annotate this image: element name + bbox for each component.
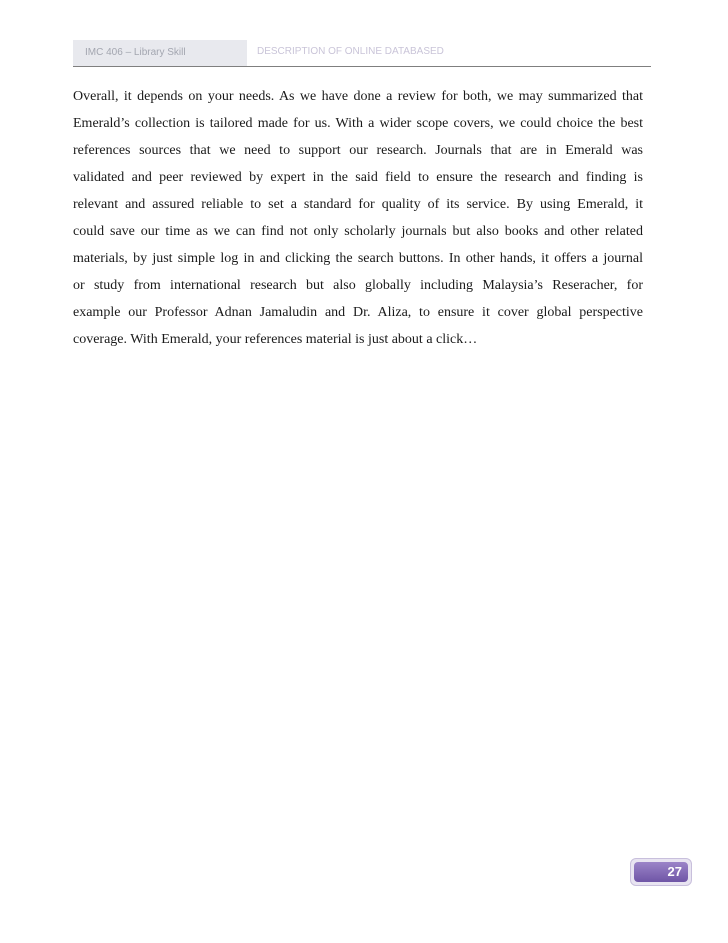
course-title: IMC 406 – Library Skill <box>73 40 247 66</box>
paragraph-line: example our Professor Adnan Jamaludin and Dr. Aliza, to ensure it cover global perspective <box>73 305 643 320</box>
paragraph-line: validated and peer reviewed by expert in the said field to ensure the research and finding is <box>73 170 643 185</box>
page-number-badge <box>630 858 692 886</box>
paragraph-line: relevant and assured reliable to set a standard for quality of its service. By using Emerald, it <box>73 197 643 212</box>
paragraph-line: or study from international research but also globally including Malaysia’s Reseracher, for <box>73 278 643 293</box>
body-paragraph <box>73 83 643 353</box>
paragraph-line: materials, by just simple log in and clicking the search buttons. In other hands, it offers a journal <box>73 251 643 266</box>
paragraph-line: Overall, it depends on your needs. As we have done a review for both, we may summarized that <box>73 89 643 104</box>
page-header <box>73 40 651 66</box>
section-title: DESCRIPTION OF ONLINE DATABASED <box>249 40 651 66</box>
header-divider <box>73 66 651 67</box>
paragraph-line: coverage. With Emerald, your references material is just about a click… <box>73 332 478 347</box>
paragraph-line: references sources that we need to support our research. Journals that are in Emerald was <box>73 143 643 158</box>
paragraph-line: Emerald’s collection is tailored made for us. With a wider scope covers, we could choice the best <box>73 116 643 131</box>
paragraph-line: could save our time as we can find not only scholarly journals but also books and other related <box>73 224 643 239</box>
page-number: 27 <box>634 862 688 882</box>
